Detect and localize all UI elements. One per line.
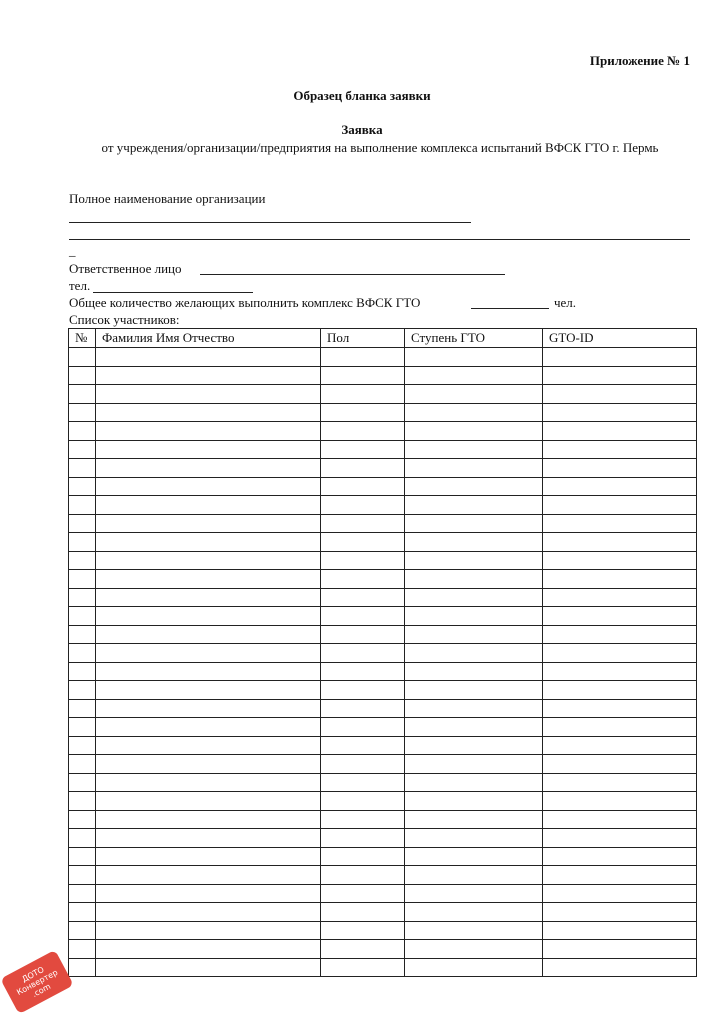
cell-gto-level[interactable] (405, 644, 543, 663)
cell-gto-level[interactable] (405, 385, 543, 404)
cell-gto-id[interactable] (543, 588, 697, 607)
cell-gto-level[interactable] (405, 940, 543, 959)
cell-full-name[interactable] (96, 736, 321, 755)
cell-gto-level[interactable] (405, 829, 543, 848)
cell-number[interactable] (69, 422, 96, 441)
table-row (69, 385, 697, 404)
table-row (69, 348, 697, 367)
application-subtitle: от учреждения/организации/предприятия на выполнение комплекса испытаний ВФСК ГТО г. Пермь (101, 140, 659, 155)
cell-gto-id[interactable] (543, 348, 697, 367)
cell-gender[interactable] (321, 422, 405, 441)
cell-full-name[interactable] (96, 607, 321, 626)
cell-gto-id[interactable] (543, 940, 697, 959)
table-row (69, 718, 697, 737)
cell-gender[interactable] (321, 699, 405, 718)
cell-gto-level[interactable] (405, 533, 543, 552)
cell-gender[interactable] (321, 958, 405, 977)
cell-number[interactable] (69, 662, 96, 681)
converter-logo-watermark: ДОТО Конвертер .com (0, 950, 74, 1014)
cell-full-name[interactable] (96, 403, 321, 422)
cell-number[interactable] (69, 644, 96, 663)
responsible-person-line[interactable] (200, 274, 505, 275)
cell-full-name[interactable] (96, 366, 321, 385)
cell-full-name[interactable] (96, 551, 321, 570)
cell-full-name[interactable] (96, 847, 321, 866)
cell-gender[interactable] (321, 607, 405, 626)
cell-gto-id[interactable] (543, 625, 697, 644)
cell-gto-id[interactable] (543, 514, 697, 533)
cell-gender[interactable] (321, 681, 405, 700)
cell-number[interactable] (69, 514, 96, 533)
cell-number[interactable] (69, 829, 96, 848)
dash-mark: _ (69, 243, 76, 258)
org-name-line-2[interactable] (69, 239, 690, 240)
table-row (69, 755, 697, 774)
cell-number[interactable] (69, 403, 96, 422)
table-row (69, 551, 697, 570)
cell-gto-level[interactable] (405, 921, 543, 940)
cell-gender[interactable] (321, 551, 405, 570)
cell-gto-id[interactable] (543, 662, 697, 681)
cell-gto-id[interactable] (543, 792, 697, 811)
cell-number[interactable] (69, 681, 96, 700)
table-row (69, 866, 697, 885)
cell-full-name[interactable] (96, 903, 321, 922)
cell-gender[interactable] (321, 736, 405, 755)
cell-full-name[interactable] (96, 958, 321, 977)
cell-gto-id[interactable] (543, 773, 697, 792)
cell-number[interactable] (69, 588, 96, 607)
cell-gender[interactable] (321, 533, 405, 552)
table-row (69, 477, 697, 496)
table-row (69, 403, 697, 422)
cell-gto-id[interactable] (543, 496, 697, 515)
cell-gender[interactable] (321, 570, 405, 589)
cell-full-name[interactable] (96, 385, 321, 404)
cell-gto-id[interactable] (543, 459, 697, 478)
table-row (69, 681, 697, 700)
org-name-line-1[interactable] (69, 222, 471, 223)
table-row (69, 607, 697, 626)
cell-gto-id[interactable] (543, 755, 697, 774)
cell-gto-level[interactable] (405, 477, 543, 496)
cell-gender[interactable] (321, 773, 405, 792)
cell-number[interactable] (69, 866, 96, 885)
cell-full-name[interactable] (96, 681, 321, 700)
cell-full-name[interactable] (96, 348, 321, 367)
cell-number[interactable] (69, 699, 96, 718)
cell-gto-id[interactable] (543, 958, 697, 977)
cell-gender[interactable] (321, 644, 405, 663)
table-row (69, 773, 697, 792)
cell-gto-level[interactable] (405, 607, 543, 626)
cell-full-name[interactable] (96, 533, 321, 552)
cell-gto-id[interactable] (543, 810, 697, 829)
table-row (69, 440, 697, 459)
cell-gto-level[interactable] (405, 440, 543, 459)
cell-number[interactable] (69, 477, 96, 496)
cell-gender[interactable] (321, 514, 405, 533)
cell-gto-level[interactable] (405, 810, 543, 829)
cell-gto-level[interactable] (405, 681, 543, 700)
cell-gto-id[interactable] (543, 903, 697, 922)
cell-gto-id[interactable] (543, 366, 697, 385)
cell-gto-level[interactable] (405, 958, 543, 977)
cell-gender[interactable] (321, 366, 405, 385)
participant-count-unit: чел. (554, 295, 577, 310)
cell-number[interactable] (69, 440, 96, 459)
cell-gto-level[interactable] (405, 348, 543, 367)
table-row (69, 422, 697, 441)
cell-number[interactable] (69, 755, 96, 774)
cell-full-name[interactable] (96, 496, 321, 515)
cell-gto-level[interactable] (405, 699, 543, 718)
cell-number[interactable] (69, 792, 96, 811)
cell-gender[interactable] (321, 496, 405, 515)
cell-gto-id[interactable] (543, 607, 697, 626)
cell-gto-id[interactable] (543, 533, 697, 552)
cell-number[interactable] (69, 736, 96, 755)
cell-gto-level[interactable] (405, 884, 543, 903)
cell-full-name[interactable] (96, 644, 321, 663)
participant-count-line[interactable] (471, 308, 549, 309)
cell-gto-level[interactable] (405, 588, 543, 607)
cell-full-name[interactable] (96, 718, 321, 737)
cell-gender[interactable] (321, 847, 405, 866)
cell-gto-id[interactable] (543, 699, 697, 718)
cell-gto-level[interactable] (405, 903, 543, 922)
table-row (69, 514, 697, 533)
cell-full-name[interactable] (96, 773, 321, 792)
cell-gender[interactable] (321, 810, 405, 829)
cell-gto-level[interactable] (405, 551, 543, 570)
cell-number[interactable] (69, 385, 96, 404)
cell-gender[interactable] (321, 662, 405, 681)
cell-gto-level[interactable] (405, 755, 543, 774)
column-header-gto-level: Ступень ГТО (405, 329, 543, 348)
cell-gto-id[interactable] (543, 829, 697, 848)
cell-full-name[interactable] (96, 588, 321, 607)
table-row (69, 921, 697, 940)
cell-number[interactable] (69, 810, 96, 829)
cell-gto-level[interactable] (405, 866, 543, 885)
cell-gto-id[interactable] (543, 644, 697, 663)
cell-gto-level[interactable] (405, 570, 543, 589)
cell-number[interactable] (69, 718, 96, 737)
cell-full-name[interactable] (96, 440, 321, 459)
cell-number[interactable] (69, 921, 96, 940)
cell-gto-level[interactable] (405, 625, 543, 644)
cell-gender[interactable] (321, 385, 405, 404)
cell-full-name[interactable] (96, 625, 321, 644)
table-row (69, 533, 697, 552)
cell-gto-level[interactable] (405, 459, 543, 478)
cell-gender[interactable] (321, 940, 405, 959)
cell-number[interactable] (69, 348, 96, 367)
table-row (69, 940, 697, 959)
cell-gto-id[interactable] (543, 477, 697, 496)
cell-number[interactable] (69, 366, 96, 385)
cell-full-name[interactable] (96, 921, 321, 940)
column-header-gender: Пол (321, 329, 405, 348)
cell-gto-id[interactable] (543, 403, 697, 422)
cell-gto-id[interactable] (543, 385, 697, 404)
cell-full-name[interactable] (96, 829, 321, 848)
cell-number[interactable] (69, 625, 96, 644)
cell-gto-id[interactable] (543, 736, 697, 755)
cell-full-name[interactable] (96, 422, 321, 441)
cell-number[interactable] (69, 903, 96, 922)
cell-gender[interactable] (321, 625, 405, 644)
cell-gto-id[interactable] (543, 866, 697, 885)
cell-number[interactable] (69, 496, 96, 515)
cell-full-name[interactable] (96, 884, 321, 903)
cell-gto-id[interactable] (543, 681, 697, 700)
cell-gto-level[interactable] (405, 736, 543, 755)
cell-gto-id[interactable] (543, 847, 697, 866)
cell-gender[interactable] (321, 884, 405, 903)
cell-number[interactable] (69, 847, 96, 866)
cell-gto-level[interactable] (405, 773, 543, 792)
column-header-full-name: Фамилия Имя Отчество (96, 329, 321, 348)
cell-gender[interactable] (321, 403, 405, 422)
participant-list-label: Список участников: (69, 312, 180, 327)
table-header-row (69, 329, 697, 348)
table-row (69, 366, 697, 385)
table-row (69, 644, 697, 663)
cell-gender[interactable] (321, 866, 405, 885)
phone-line[interactable] (93, 292, 253, 293)
cell-full-name[interactable] (96, 810, 321, 829)
cell-gto-level[interactable] (405, 662, 543, 681)
cell-full-name[interactable] (96, 570, 321, 589)
participants-table (68, 328, 697, 977)
cell-gender[interactable] (321, 792, 405, 811)
table-row (69, 662, 697, 681)
table-row (69, 570, 697, 589)
table-row (69, 829, 697, 848)
application-title: Заявка (341, 122, 383, 137)
cell-gto-id[interactable] (543, 884, 697, 903)
table-row (69, 588, 697, 607)
cell-full-name[interactable] (96, 866, 321, 885)
cell-gto-id[interactable] (543, 551, 697, 570)
appendix-label: Приложение № 1 (589, 53, 690, 68)
cell-gto-level[interactable] (405, 718, 543, 737)
cell-full-name[interactable] (96, 459, 321, 478)
cell-gender[interactable] (321, 903, 405, 922)
table-row (69, 884, 697, 903)
cell-gto-level[interactable] (405, 847, 543, 866)
cell-gto-level[interactable] (405, 422, 543, 441)
cell-gto-level[interactable] (405, 403, 543, 422)
cell-full-name[interactable] (96, 477, 321, 496)
participant-count-label: Общее количество желающих выполнить комплекс ВФСК ГТО (69, 295, 421, 310)
cell-number[interactable] (69, 570, 96, 589)
cell-gto-level[interactable] (405, 792, 543, 811)
cell-gto-id[interactable] (543, 718, 697, 737)
responsible-person-label: Ответственное лицо (69, 261, 182, 276)
org-name-label: Полное наименование организации (69, 191, 266, 206)
column-header-number: № (69, 329, 96, 348)
cell-gender[interactable] (321, 588, 405, 607)
cell-gto-level[interactable] (405, 496, 543, 515)
table-row (69, 792, 697, 811)
table-row (69, 903, 697, 922)
sample-form-title: Образец бланка заявки (293, 88, 431, 103)
table-row (69, 459, 697, 478)
cell-gto-id[interactable] (543, 440, 697, 459)
table-row (69, 625, 697, 644)
cell-gender[interactable] (321, 477, 405, 496)
table-row (69, 958, 697, 977)
cell-full-name[interactable] (96, 792, 321, 811)
cell-gender[interactable] (321, 921, 405, 940)
cell-gender[interactable] (321, 755, 405, 774)
cell-gto-level[interactable] (405, 514, 543, 533)
cell-number[interactable] (69, 551, 96, 570)
table-row (69, 736, 697, 755)
table-row (69, 847, 697, 866)
cell-full-name[interactable] (96, 514, 321, 533)
phone-label: тел. (69, 278, 91, 293)
table-row (69, 699, 697, 718)
cell-gto-id[interactable] (543, 921, 697, 940)
cell-number[interactable] (69, 940, 96, 959)
cell-number[interactable] (69, 533, 96, 552)
cell-gender[interactable] (321, 440, 405, 459)
column-header-gto-id: GTO-ID (543, 329, 697, 348)
table-row (69, 810, 697, 829)
cell-gender[interactable] (321, 348, 405, 367)
cell-gender[interactable] (321, 829, 405, 848)
cell-number[interactable] (69, 773, 96, 792)
cell-gto-level[interactable] (405, 366, 543, 385)
cell-full-name[interactable] (96, 940, 321, 959)
cell-full-name[interactable] (96, 662, 321, 681)
cell-number[interactable] (69, 459, 96, 478)
cell-full-name[interactable] (96, 755, 321, 774)
table-row (69, 496, 697, 515)
cell-number[interactable] (69, 607, 96, 626)
cell-number[interactable] (69, 884, 96, 903)
cell-gender[interactable] (321, 718, 405, 737)
cell-gto-id[interactable] (543, 570, 697, 589)
cell-number[interactable] (69, 958, 96, 977)
cell-gender[interactable] (321, 459, 405, 478)
cell-gto-id[interactable] (543, 422, 697, 441)
cell-full-name[interactable] (96, 699, 321, 718)
